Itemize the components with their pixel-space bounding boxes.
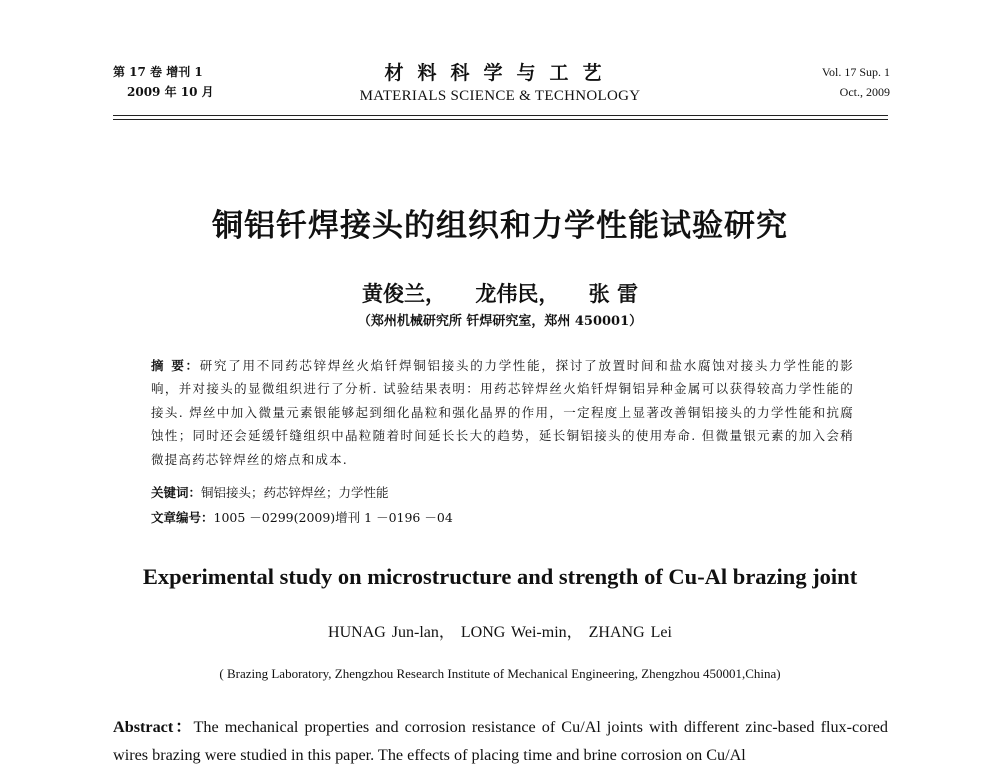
article-number-text: 1005 －0299(2009)增刊 1 －0196 －04 xyxy=(213,510,453,525)
affiliation-en: ( Brazing Laboratory, Zhengzhou Research Institute of Mechanical Engineering, Zhengzhou 450001,China) xyxy=(219,666,781,681)
keywords-text: 铜铝接头；药芯锌焊丝；力学性能 xyxy=(201,485,389,500)
date-en: Oct., 2009 xyxy=(839,85,890,99)
journal-header xyxy=(300,60,700,106)
header-left xyxy=(113,62,214,102)
paper-title-cn: 铜铝钎焊接头的组织和力学性能试验研究 xyxy=(212,208,788,244)
authors-cn xyxy=(0,278,1000,308)
paper-title-en: Experimental study on microstructure and strength of Cu-Al brazing joint xyxy=(142,564,858,589)
header-right xyxy=(822,62,890,102)
affiliation-cn: （郑州机械研究所 钎焊研究室，郑州 450001） xyxy=(357,314,643,329)
abstract-en-label: Abstract： xyxy=(113,718,194,736)
abstract-en xyxy=(113,713,888,769)
date-cn: 2009 年 10 月 xyxy=(127,85,214,99)
authors-en: HUNAG Jun-lan， LONG Wei-min， ZHANG Lei xyxy=(328,624,672,641)
volume-en: Vol. 17 Sup. 1 xyxy=(821,65,890,79)
author-cn: 张 雷 xyxy=(588,281,638,306)
author-cn: 龙伟民， xyxy=(475,281,560,306)
article-number-label: 文章编号： xyxy=(151,510,214,525)
abstract-cn-text: 研究了用不同药芯锌焊丝火焰钎焊铜铝接头的力学性能，探讨了放置时间和盐水腐蚀对接头力学性能的影响，并对接头的显微组织进行了分析. 试验结果表明：用药芯锌焊丝火焰钎焊铜铝异种金属可以获得较高力学性能的接头. 焊丝中加入微量元素银能够起到细化晶粒和强化晶界的作用，一定程度上显著改善铜铝接头的力学性能和抗腐蚀性；同时还会延缓钎缝组织中晶粒随着时间延长长大的趋势，延长铜铝接头的使用寿命. 但微量银元素的加入会稍微提高药芯锌焊丝的熔点和成本. xyxy=(151,358,855,467)
article-number xyxy=(151,508,453,526)
journal-title-cn: 材料科学与工艺 xyxy=(384,62,616,84)
author-cn: 黄俊兰， xyxy=(362,281,447,306)
keywords-cn xyxy=(151,483,389,501)
header-rule-top xyxy=(113,115,888,116)
header-rule-bottom xyxy=(113,119,888,120)
abstract-cn-label: 摘 要： xyxy=(151,358,200,373)
journal-title-en: MATERIALS SCIENCE & TECHNOLOGY xyxy=(359,88,641,104)
abstract-en-text: The mechanical properties and corrosion resistance of Cu/Al joints with different zinc-based flux-cored wires brazing were studied in this paper. The effects of placing time and brine corrosion on Cu/Al xyxy=(113,718,888,764)
volume-cn: 第 17 卷 增刊 1 xyxy=(113,65,203,79)
keywords-label: 关键词： xyxy=(151,485,202,500)
abstract-cn xyxy=(151,354,854,471)
